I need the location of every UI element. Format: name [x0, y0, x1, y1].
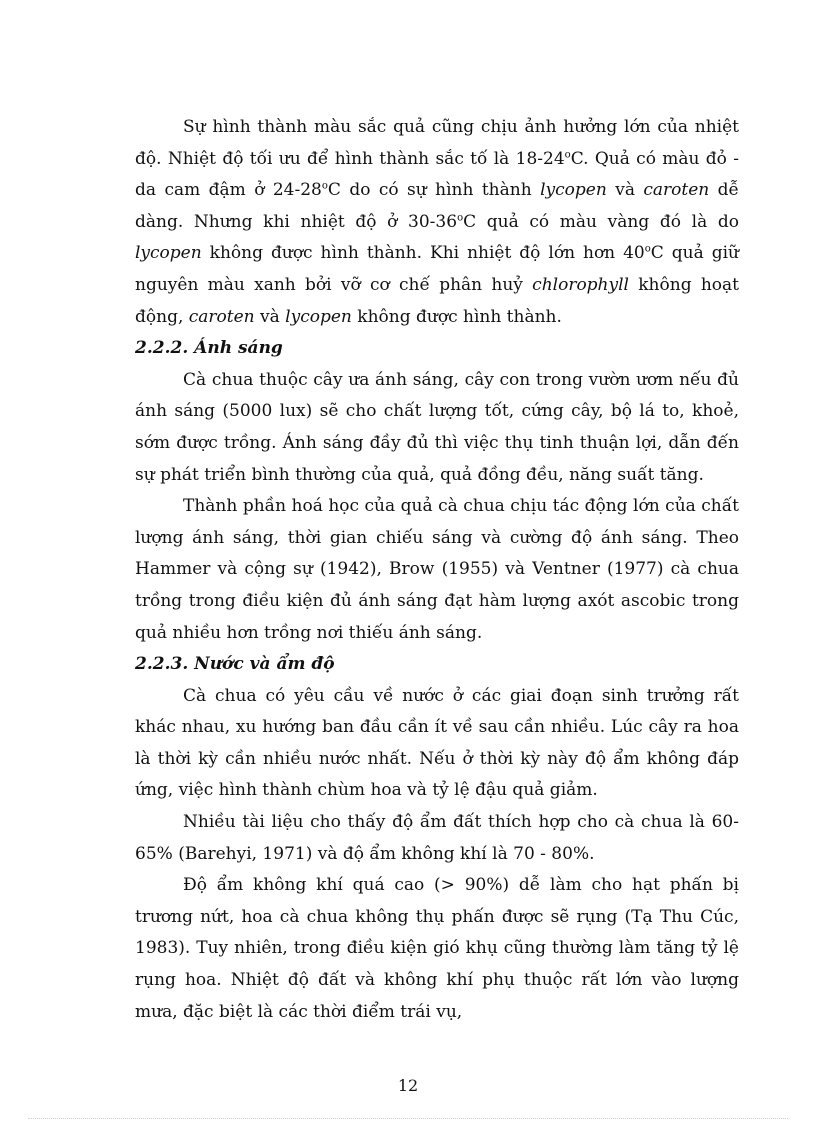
paragraph-fruit-color-temperature: Sự hình thành màu sắc quả cũng chịu ảnh hưởng lớn của nhiệt độ. Nhiệt độ tối ưu để hình thành sắc tố là 18-24$^o$C. Quả có màu đỏ - da cam đậm ở 24-28$^o$C do có sự hình thành lycopen và caroten dễ dàng. Nhưng khi nhiệt độ ở 30-36$^o$C quả có màu vàng đó là do lycopen không được hình thành. Khi nhiệt độ lớn hơn 40$^o$C quả giữ nguyên màu xanh bởi vỡ cơ chế phân huỷ chlorophyll không hoạt động, caroten và lycopen không được hình thành.	[135, 117, 740, 327]
section-heading-light: 2.2.2. Ánh sáng	[135, 338, 283, 359]
paragraph-light-requirement: Cà chua thuộc cây ưa ánh sáng, cây con trong vườn ươm nếu đủ ánh sáng (5000 lux) sẽ cho chất lượng tốt, cứng cây, bộ lá to, khoẻ, sớm được trồng. Ánh sáng đầy đủ thì việc thụ tinh thuận lợi, dẫn đến sự phát triển bình thường của quả, quả đồng đều, năng suất tăng.	[135, 369, 739, 485]
footer-divider	[28, 1118, 788, 1119]
paragraph-water-requirement: Cà chua có yêu cầu về nước ở các giai đoạn sinh trưởng rất khác nhau, xu hướng ban đầu cần ít về sau cần nhiều. Lúc cây ra hoa là thời kỳ cần nhiều nước nhất. Nếu ở thời kỳ này độ ẩm không đáp ứng, việc hình thành chùm hoa và tỷ lệ đậu quả giảm.	[135, 685, 739, 801]
paragraph-soil-humidity: Nhiều tài liệu cho thấy độ ẩm đất thích hợp cho cà chua là 60-65% (Barehyi, 1971) và độ ẩm không khí là 70 - 80%.	[135, 812, 739, 864]
paragraph-light-chemistry: Thành phần hoá học của quả cà chua chịu tác động lớn của chất lượng ánh sáng, thời gian chiếu sáng và cường độ ánh sáng. Theo Hammer và cộng sự (1942), Brow (1955) và Ventner (1977) cà chua trồng trong điều kiện đủ ánh sáng đạt hàm lượng axót ascobic trong quả nhiều hơn trồng nơi thiếu ánh sáng.	[135, 496, 739, 643]
section-heading-water-humidity: 2.2.3. Nước và ẩm độ	[135, 654, 335, 675]
page-number: 12	[397, 1076, 419, 1095]
page-content	[135, 112, 739, 1028]
paragraph-air-humidity: Độ ẩm không khí quá cao (> 90%) dễ làm cho hạt phấn bị trương nứt, hoa cà chua không thụ phấn được sẽ rụng (Tạ Thu Cúc, 1983). Tuy nhiên, trong điều kiện gió khụ cũng thường làm tăng tỷ lệ rụng hoa. Nhiệt độ đất và không khí phụ thuộc rất lớn vào lượng mưa, đặc biệt là các thời điểm trái vụ,	[135, 875, 739, 1022]
